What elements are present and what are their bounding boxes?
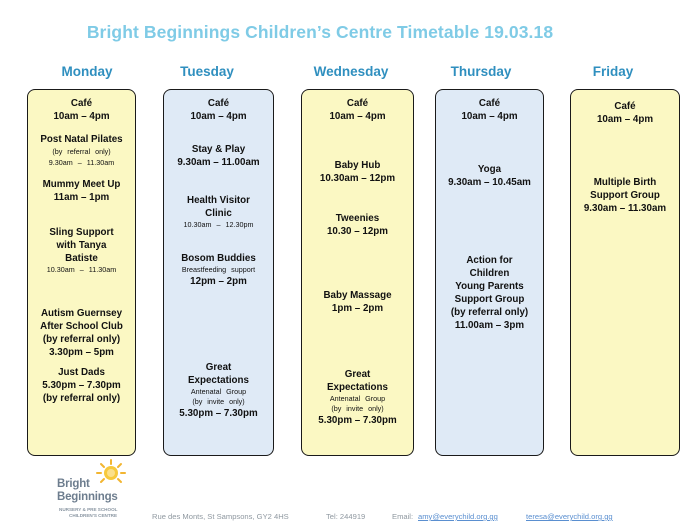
- session-title: Expectations: [327, 382, 388, 393]
- session-time: 10am – 4pm: [461, 111, 518, 122]
- session-title: Expectations: [188, 375, 249, 386]
- session-title: Café: [70, 98, 93, 109]
- tuesday-stay-and-play: [164, 143, 273, 169]
- session-note: (by referral only): [42, 334, 121, 345]
- session-title: Café: [478, 98, 501, 109]
- monday-cafe: [28, 97, 135, 123]
- session-title: Sling Support: [49, 227, 114, 238]
- session-time: 9.30am – 11.30am: [583, 203, 667, 214]
- session-note: Breastfeeding support: [181, 265, 256, 274]
- session-time: 10am – 4pm: [596, 114, 654, 125]
- friday-multiple-birth: [571, 176, 679, 215]
- session-note: Antenatal Group: [329, 394, 386, 403]
- wednesday-cafe: [302, 97, 413, 123]
- tuesday-health-visitor: [164, 194, 273, 230]
- session-time: 9.30am – 10.45am: [448, 177, 531, 188]
- day-heading-thursday: Thursday: [450, 64, 512, 79]
- session-title: Children: [469, 268, 510, 279]
- session-title: Just Dads: [58, 367, 105, 378]
- session-title: Café: [207, 98, 230, 109]
- wednesday-tweenies: [302, 212, 413, 238]
- footer-email-amy[interactable]: [418, 512, 498, 521]
- friday-cafe: [571, 100, 679, 126]
- session-title: Action for: [466, 255, 513, 266]
- friday-column: [570, 89, 680, 456]
- thursday-column: [435, 89, 544, 456]
- thursday-action-for-children: [436, 254, 543, 332]
- page-title: Bright Beginnings Children’s Centre Timetable 19.03.18: [86, 22, 554, 42]
- session-title: with Tanya: [56, 240, 107, 251]
- session-time: 10.30am – 12pm: [319, 173, 396, 184]
- session-title: Stay & Play: [191, 144, 246, 155]
- session-note: (by invite only): [192, 397, 245, 406]
- session-time: 11.00am – 3pm: [454, 320, 525, 331]
- session-title: Tweenies: [335, 213, 380, 224]
- session-time: 5.30pm – 7.30pm: [179, 408, 258, 419]
- wednesday-baby-hub: [302, 159, 413, 185]
- session-title: Baby Massage: [323, 290, 392, 301]
- day-heading-monday: Monday: [61, 64, 113, 79]
- day-heading-wednesday: Wednesday: [313, 64, 389, 79]
- day-heading-tuesday: Tuesday: [180, 64, 234, 79]
- session-time: 10am – 4pm: [329, 111, 386, 122]
- footer-address: Rue des Monts, St Sampsons, GY2 4HS: [152, 512, 289, 521]
- session-time: 9.30am – 11.30am: [48, 158, 115, 167]
- session-title: Young Parents: [455, 281, 524, 292]
- session-time: 10.30am – 12.30pm: [183, 220, 254, 229]
- session-title: Support Group: [454, 294, 525, 305]
- logo-subtext-nursery: NURSERY & PRE SCHOOL: [59, 507, 118, 512]
- session-time: 12pm – 2pm: [190, 276, 247, 287]
- bright-beginnings-logo: [55, 458, 135, 524]
- session-time: 1pm – 2pm: [331, 303, 384, 314]
- email-link-amy[interactable]: amy@everychild.org.gg: [418, 512, 498, 521]
- tuesday-column: [163, 89, 274, 456]
- tuesday-bosom-buddies: [164, 252, 273, 288]
- session-time: 10am – 4pm: [190, 111, 247, 122]
- monday-post-natal-pilates: [28, 133, 135, 168]
- session-note: (by invite only): [331, 404, 384, 413]
- session-note: (by referral only): [52, 147, 111, 156]
- session-time: 10.30am – 11.30am: [46, 265, 117, 274]
- footer-email-teresa[interactable]: [526, 512, 613, 521]
- session-time: 5.30pm – 7.30pm: [318, 415, 397, 426]
- logo-subtext-centre: CHILDREN'S CENTRE: [69, 513, 118, 518]
- wednesday-baby-massage: [302, 289, 413, 315]
- session-note: (by referral only): [450, 307, 529, 318]
- wednesday-great-expectations: [302, 368, 413, 427]
- wednesday-column: [301, 89, 414, 456]
- tuesday-great-expectations: [164, 361, 273, 420]
- session-title: Mummy Meet Up: [42, 179, 121, 190]
- session-title: Baby Hub: [334, 160, 381, 171]
- session-title: Support Group: [590, 190, 660, 201]
- session-title: After School Club: [40, 321, 123, 332]
- monday-autism-guernsey: [28, 307, 135, 359]
- thursday-cafe: [436, 97, 543, 123]
- session-time: 9.30am – 11.00am: [177, 157, 260, 168]
- tuesday-cafe: [164, 97, 273, 123]
- session-title: Batiste: [65, 253, 98, 264]
- session-note: (by referral only): [42, 393, 121, 404]
- day-heading-friday: Friday: [592, 64, 634, 79]
- logo-text-beginnings: Beginnings: [57, 491, 118, 503]
- monday-column: [27, 89, 136, 456]
- session-title: Bosom Buddies: [181, 253, 256, 264]
- session-title: Health Visitor: [187, 195, 250, 206]
- session-title: Yoga: [477, 164, 502, 175]
- session-title: Café: [346, 98, 369, 109]
- session-time: 5.30pm – 7.30pm: [42, 380, 121, 391]
- monday-mummy-meet-up: [28, 178, 135, 204]
- monday-just-dads: [28, 366, 135, 405]
- monday-sling-support: [28, 226, 135, 275]
- session-time: 10.30 – 12pm: [326, 226, 388, 237]
- session-title: Post Natal Pilates: [40, 134, 123, 145]
- session-time: 10am – 4pm: [53, 111, 110, 122]
- logo-text-bright: Bright: [57, 478, 90, 490]
- sun-icon: [95, 458, 127, 488]
- session-title: Great: [205, 362, 232, 373]
- session-title: Autism Guernsey: [40, 308, 123, 319]
- session-note: Antenatal Group: [190, 387, 247, 396]
- footer-email-label: Email:: [392, 512, 414, 521]
- email-link-teresa[interactable]: teresa@everychild.org.gg: [526, 512, 613, 521]
- session-title: Café: [614, 101, 636, 112]
- session-title: Multiple Birth: [593, 177, 657, 188]
- session-time: 11am – 1pm: [53, 192, 110, 203]
- session-time: 3.30pm – 5pm: [49, 347, 114, 358]
- session-title: Clinic: [205, 208, 232, 219]
- footer-telephone: Tel: 244919: [326, 512, 366, 521]
- thursday-yoga: [436, 163, 543, 189]
- session-title: Great: [344, 369, 371, 380]
